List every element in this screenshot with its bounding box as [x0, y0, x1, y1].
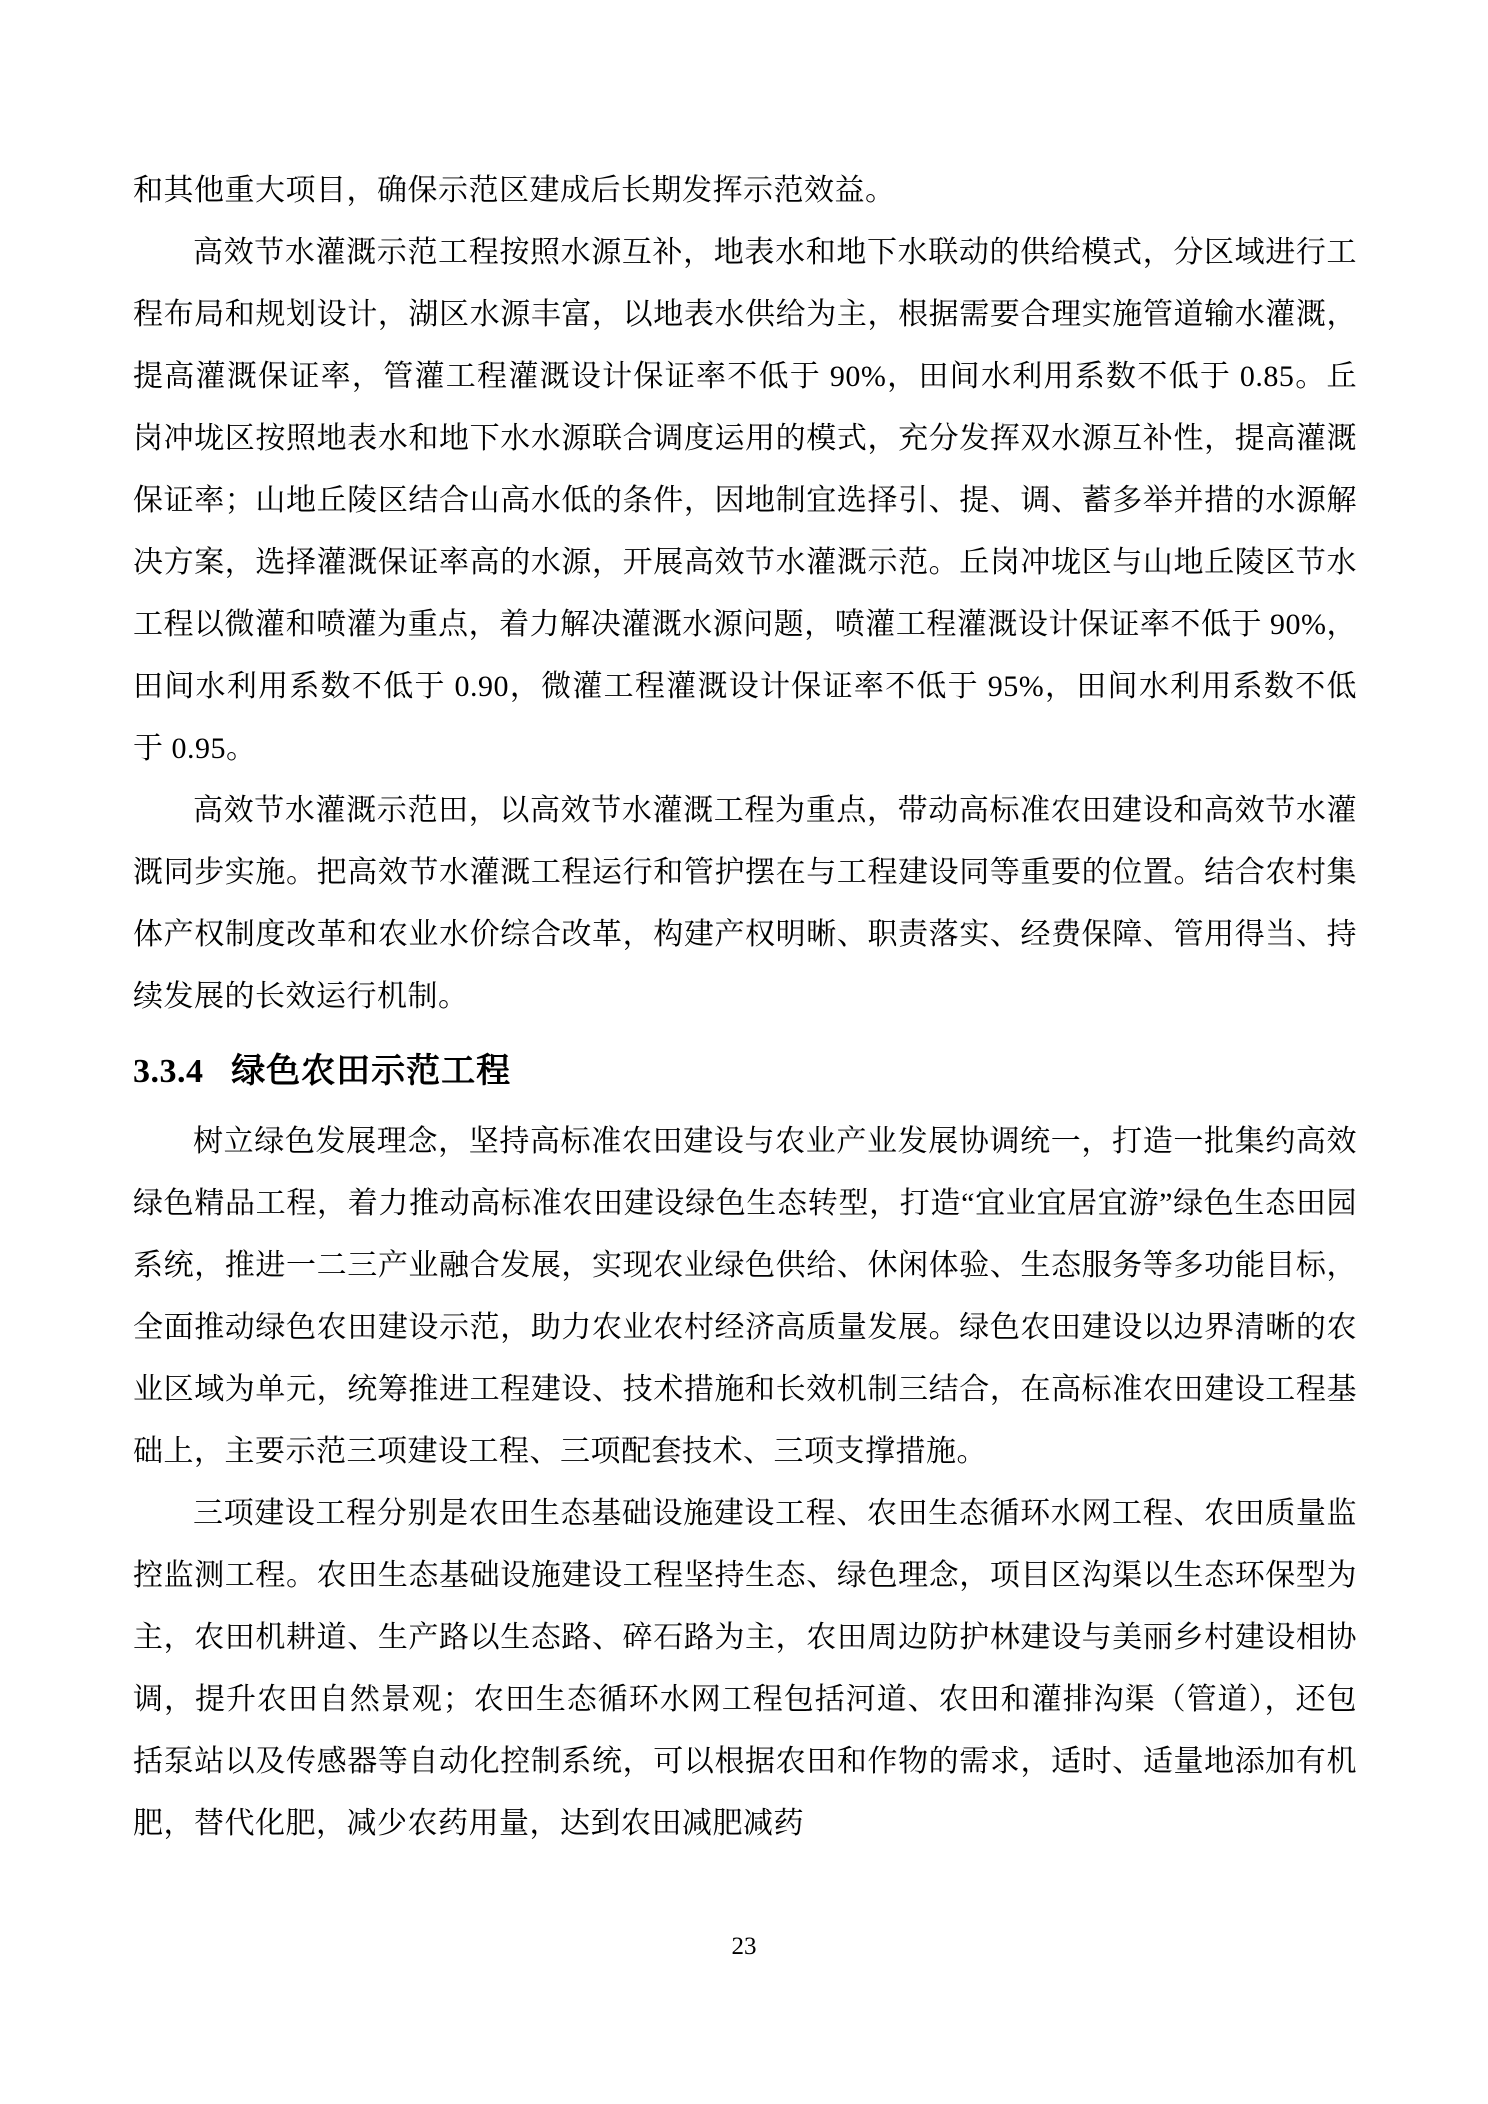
- page-number: 23: [731, 1933, 757, 1960]
- section-heading-title: 绿色农田示范工程: [231, 1052, 512, 1090]
- section-heading-number: 3.3.4: [133, 1053, 204, 1090]
- paragraph-green-farmland-concept: 树立绿色发展理念，坚持高标准农田建设与农业产业发展协调统一，打造一批集约高效绿色精品工程，着力推动高标准农田建设绿色生态转型，打造“宜业宜居宜游”绿色生态田园系统，推进一二三产业融合发展，实现农业绿色供给、休闲体验、生态服务等多功能目标，全面推动绿色农田建设示范，助力农业农村经济高质量发展。绿色农田建设以边界清晰的农业区域为单元，统筹推进工程建设、技术措施和长效机制三结合，在高标准农田建设工程基础上，主要示范三项建设工程、三项配套技术、三项支撑措施。: [133, 1125, 1357, 1468]
- paragraph-irrigation-field: 高效节水灌溉示范田，以高效节水灌溉工程为重点，带动高标准农田建设和高效节水灌溉同步实施。把高效节水灌溉工程运行和管护摆在与工程建设同等重要的位置。结合农村集体产权制度改革和农业水价综合改革，构建产权明晰、职责落实、经费保障、管用得当、持续发展的长效运行机制。: [133, 794, 1357, 1013]
- paragraph-irrigation-project: 高效节水灌溉示范工程按照水源互补，地表水和地下水联动的供给模式，分区域进行工程布局和规划设计，湖区水源丰富，以地表水供给为主，根据需要合理实施管道输水灌溉，提高灌溉保证率，管灌工程灌溉设计保证率不低于 90%，田间水利用系数不低于 0.85。丘岗冲垅区按照地表水和地下水水源联合调度运用的模式，充分发挥双水源互补性，提高灌溉保证率；山地丘陵区结合山高水低的条件，因地制宜选择引、提、调、蓄多举并措的水源解决方案，选择灌溉保证率高的水源，开展高效节水灌溉示范。丘岗冲垅区与山地丘陵区节水工程以微灌和喷灌为重点，着力解决灌溉水源问题，喷灌工程灌溉设计保证率不低于 90%，田间水利用系数不低于 0.90，微灌工程灌溉设计保证率不低于 95%，田间水利用系数不低于 0.95。: [133, 236, 1357, 765]
- section-heading-3-3-4: [133, 1044, 1357, 1099]
- paragraph-three-construction-projects: 三项建设工程分别是农田生态基础设施建设工程、农田生态循环水网工程、农田质量监控监测工程。农田生态基础设施建设工程坚持生态、绿色理念，项目区沟渠以生态环保型为主，农田机耕道、生产路以生态路、碎石路为主，农田周边防护林建设与美丽乡村建设相协调，提升农田自然景观；农田生态循环水网工程包括河道、农田和灌排沟渠（管道），还包括泵站以及传感器等自动化控制系统，可以根据农田和作物的需求，适时、适量地添加有机肥，替代化肥，减少农药用量，达到农田减肥减药: [133, 1497, 1357, 1840]
- document-body: [133, 160, 1357, 1855]
- paragraph-continuation: 和其他重大项目，确保示范区建成后长期发挥示范效益。: [133, 174, 896, 207]
